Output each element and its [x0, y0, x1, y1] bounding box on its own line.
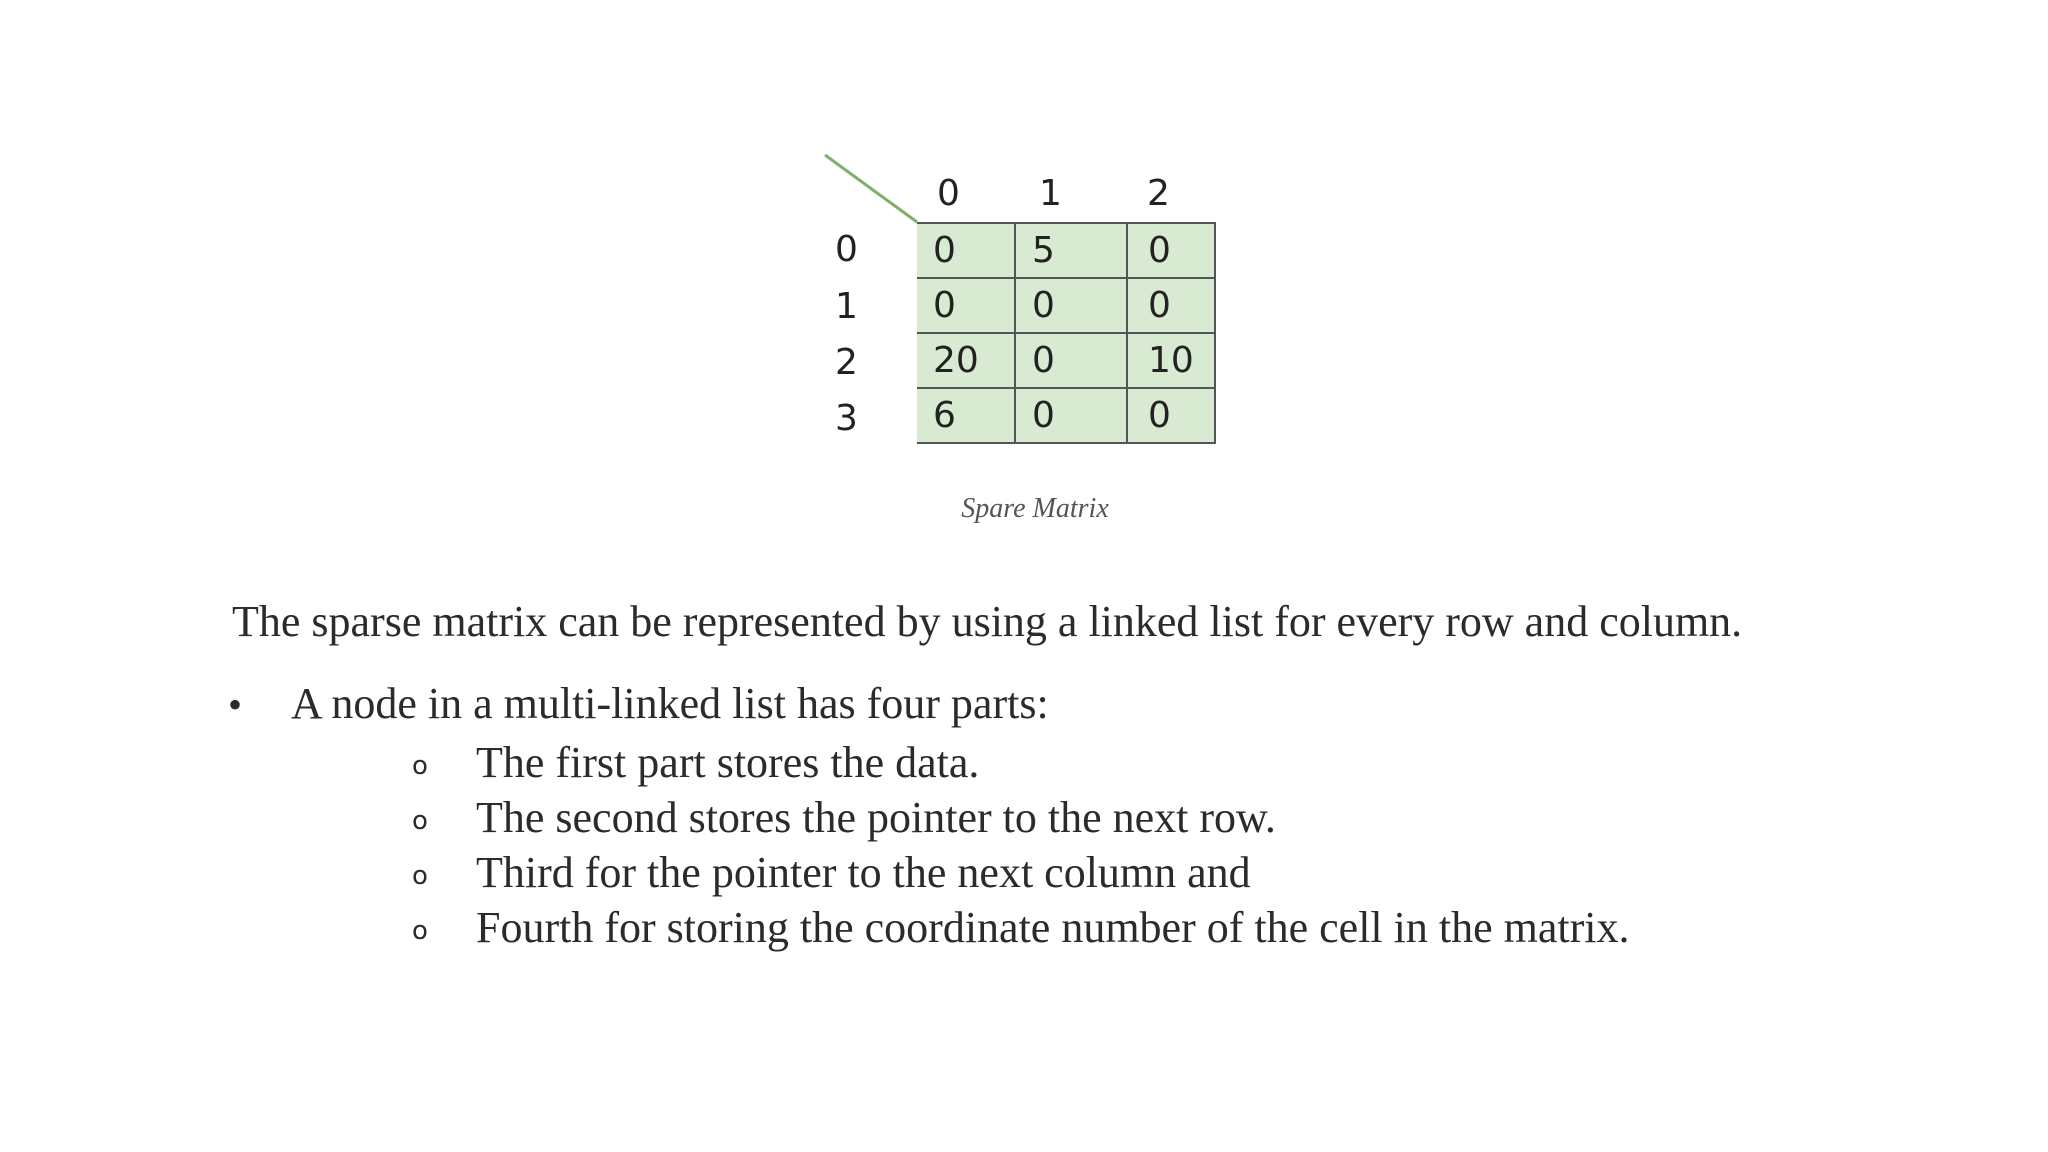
row-header-3: 3 [835, 398, 858, 439]
row-header-0: 0 [835, 229, 858, 270]
sub-bullet-list [412, 735, 1629, 955]
matrix-row [917, 223, 1215, 278]
corner-diagonal-line [825, 150, 935, 230]
matrix-cell: 20 [917, 333, 1015, 388]
intro-paragraph: The sparse matrix can be represented by using a linked list for every row and column. [232, 597, 1743, 646]
figure-caption: Spare Matrix [961, 493, 1109, 524]
matrix-cell: 0 [1127, 278, 1215, 333]
matrix-cell: 0 [1015, 278, 1127, 333]
sub-bullet-marker: o [412, 806, 428, 837]
matrix-cell: 0 [917, 223, 1015, 278]
matrix-row [917, 333, 1215, 388]
main-bullet [228, 678, 1049, 729]
matrix-row [917, 388, 1215, 443]
sub-bullet-text: Fourth for storing the coordinate number of the cell in the matrix. [476, 903, 1630, 952]
list-item [412, 900, 1629, 955]
matrix-cell: 0 [1127, 223, 1215, 278]
matrix-cell: 10 [1127, 333, 1215, 388]
sub-bullet-text: The second stores the pointer to the next row. [476, 793, 1276, 842]
sub-bullet-marker: o [412, 916, 428, 947]
bullet-text: A node in a multi-linked list has four parts: [291, 679, 1049, 728]
matrix-cell: 6 [917, 388, 1015, 443]
list-item [412, 790, 1629, 845]
sub-bullet-marker: o [412, 751, 428, 782]
list-item [412, 735, 1629, 790]
column-header-0: 0 [937, 173, 960, 214]
bullet-marker: • [228, 682, 243, 727]
sub-bullet-marker: o [412, 861, 428, 892]
matrix-grid [917, 222, 1216, 444]
matrix-row [917, 278, 1215, 333]
row-header-2: 2 [835, 342, 858, 383]
sub-bullet-text: The first part stores the data. [476, 738, 980, 787]
column-header-1: 1 [1039, 173, 1062, 214]
column-header-2: 2 [1147, 173, 1170, 214]
matrix-cell: 0 [917, 278, 1015, 333]
list-item [412, 845, 1629, 900]
matrix-cell: 0 [1127, 388, 1215, 443]
matrix-cell: 0 [1015, 333, 1127, 388]
sparse-matrix-figure [825, 150, 1245, 524]
row-header-1: 1 [835, 286, 858, 327]
sub-bullet-text: Third for the pointer to the next column and [476, 848, 1251, 897]
matrix-cell: 0 [1015, 388, 1127, 443]
matrix-cell: 5 [1015, 223, 1127, 278]
